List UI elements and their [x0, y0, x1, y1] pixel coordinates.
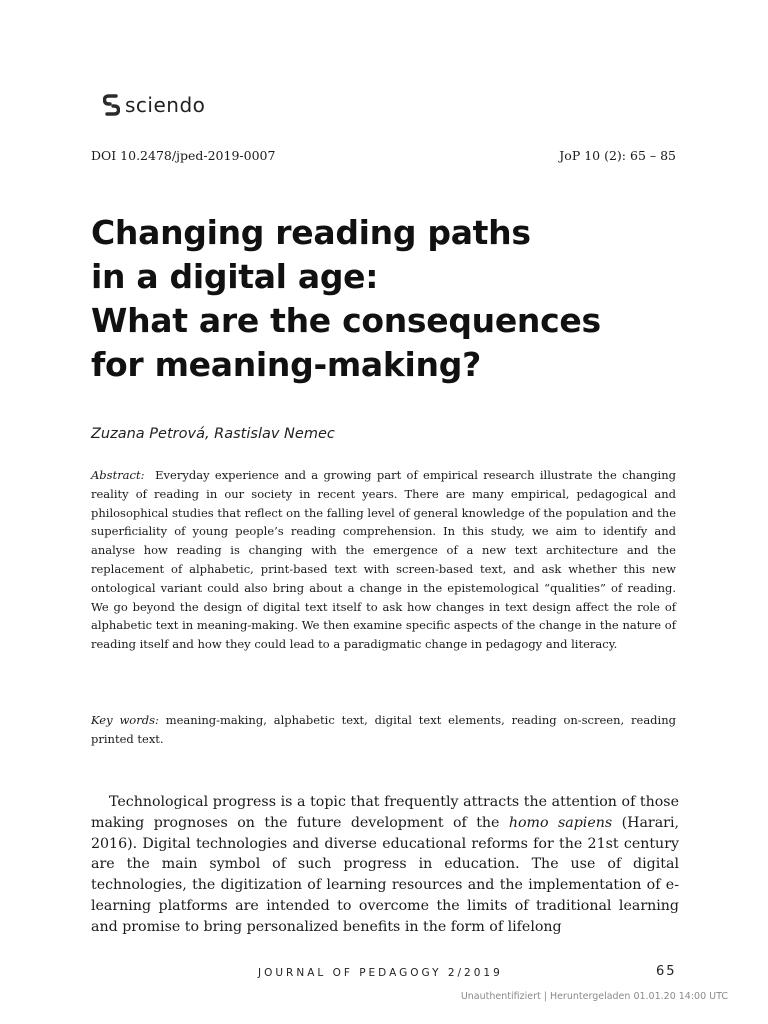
page-number: 65: [656, 964, 677, 979]
article-title: [91, 211, 691, 387]
keywords: [91, 711, 676, 749]
abstract-text: Everyday experience and a growing part of empirical research illustrate the changing reality of reading in our society in recent years. There are many empirical, pedagogical and philosophical studies that reflect on the falling level of general knowledge of the population and the superficiality of young people’s reading comprehension. In this study, we aim to identify and analyse how reading is changing with the emergence of a new text architecture and the replacement of alphabetic, print-based text with screen-based text, and ask whether this new ontological variant could also bring about a change in the epistemological “qualities” of reading. We go beyond the design of digital text itself to ask how changes in text design affect the role of alphabetic text in meaning-making. We then examine specific aspects of the change in the nature of reading itself and how they could lead to a paradigmatic change in pedagogy and literacy.: [91, 468, 676, 652]
title-line: Changing reading paths: [91, 213, 531, 252]
download-note: Unauthentifiziert | Heruntergeladen 01.01.20 14:00 UTC: [460, 991, 728, 1002]
publisher-logo: [103, 94, 205, 116]
publisher-name: sciendo: [125, 93, 206, 117]
sciendo-s-logo-icon: [103, 94, 120, 116]
body-text-part: (Harari, 2016). Digital technologies and diverse educational reforms for the 21st century are the main symbol of such progress in education. The use of digital technologies, the digitization of learning resources and the implementation of e-learning platforms are intended to overcome the limits of traditional learning and promise to bring personalized benefits in the form of lifelong: [91, 814, 679, 935]
body-emphasis: homo sapiens: [508, 814, 613, 831]
title-line: What are the consequences: [91, 301, 601, 340]
title-line: for meaning-making?: [91, 345, 481, 384]
body-text-part: Technological progress is a topic that frequently attracts the attention of those making prognoses on the future development of the: [91, 794, 679, 831]
article-meta: [91, 148, 676, 164]
keywords-text: meaning-making, alphabetic text, digital text elements, reading on-screen, reading printed text.: [91, 713, 676, 746]
abstract: [91, 466, 676, 654]
title-line: in a digital age:: [91, 257, 379, 296]
footer-journal: JOURNAL OF PEDAGOGY 2/2019: [258, 967, 503, 979]
body-paragraph: [91, 792, 679, 938]
citation: JoP 10 (2): 65 – 85: [559, 148, 676, 163]
authors: Zuzana Petrová, Rastislav Nemec: [91, 426, 335, 442]
keywords-label: Key words:: [91, 713, 159, 727]
abstract-label: Abstract:: [91, 468, 145, 482]
doi: DOI 10.2478/jped-2019-0007: [91, 148, 276, 163]
